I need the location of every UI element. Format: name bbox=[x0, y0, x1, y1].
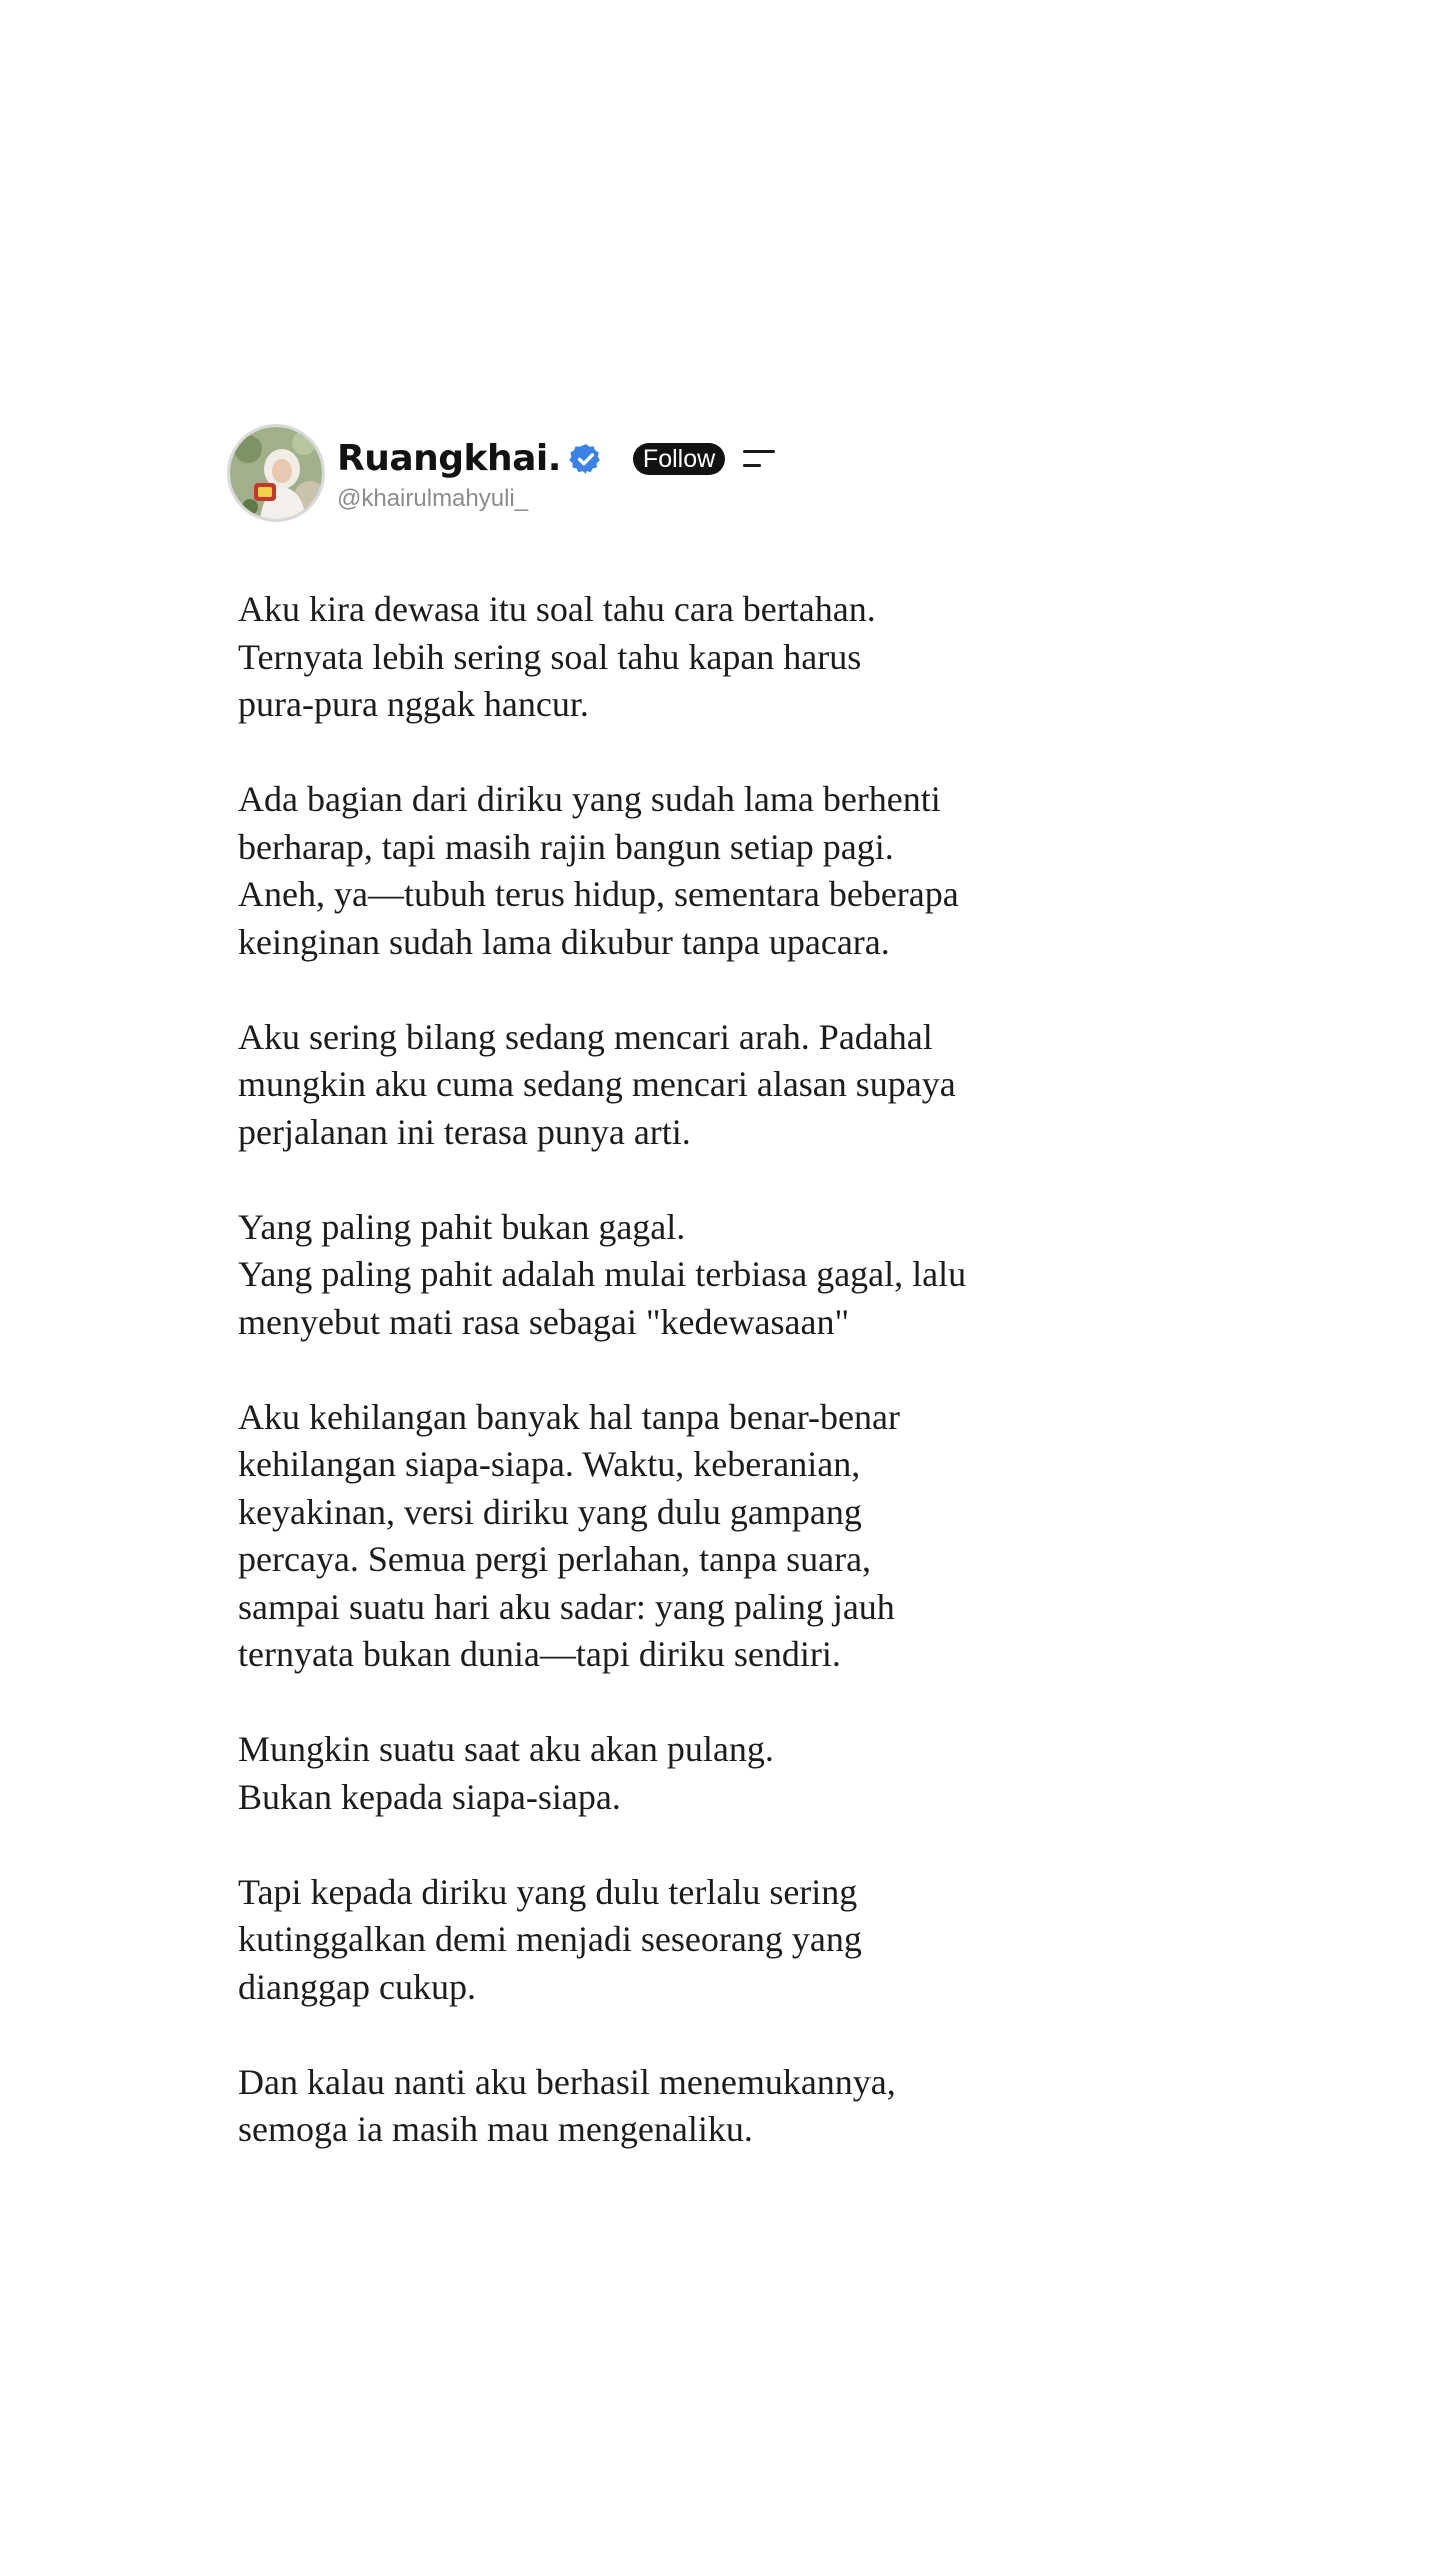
text-line: Aneh, ya—tubuh terus hidup, sementara beberapa bbox=[238, 874, 959, 914]
text-line: Aku sering bilang sedang mencari arah. Padahal bbox=[238, 1016, 933, 1057]
text-line: Ternyata lebih sering soal tahu kapan harus bbox=[238, 636, 862, 677]
paragraph bbox=[238, 1869, 1138, 2012]
verified-badge-icon bbox=[569, 442, 603, 476]
text-line: mungkin aku cuma sedang mencari alasan supaya bbox=[238, 1064, 956, 1104]
text-line: menyebut mati rasa sebagai "kedewasaan" bbox=[238, 1301, 850, 1342]
text-line: kehilangan siapa-siapa. Waktu, keberanian, bbox=[238, 1444, 861, 1484]
text-line: semoga ia masih mau mengenaliku. bbox=[238, 2109, 753, 2149]
text-line: berharap, tapi masih rajin bangun setiap pagi. bbox=[238, 826, 894, 867]
avatar[interactable] bbox=[227, 424, 325, 522]
name-row bbox=[337, 433, 779, 485]
text-line: Ada bagian dari diriku yang sudah lama berhenti bbox=[238, 779, 941, 819]
paragraph bbox=[238, 776, 1138, 966]
post-header bbox=[227, 422, 779, 524]
text-line: percaya. Semua pergi perlahan, tanpa suara, bbox=[238, 1539, 872, 1579]
text-line: dianggap cukup. bbox=[238, 1966, 476, 2007]
text-line: Aku kira dewasa itu soal tahu cara bertahan. bbox=[238, 589, 876, 629]
follow-button[interactable]: Follow bbox=[633, 443, 725, 475]
text-line: pura-pura nggak hancur. bbox=[238, 684, 589, 724]
paragraph bbox=[238, 1014, 1138, 1157]
post-body bbox=[238, 586, 1138, 2201]
identity bbox=[337, 433, 779, 513]
text-line: Bukan kepada siapa-siapa. bbox=[238, 1776, 621, 1817]
avatar-image bbox=[230, 427, 322, 519]
paragraph bbox=[238, 1204, 1138, 1347]
text-line: ternyata bukan dunia—tapi diriku sendiri. bbox=[238, 1634, 841, 1674]
text-line: keinginan sudah lama dikubur tanpa upacara. bbox=[238, 921, 890, 962]
text-line: Tapi kepada diriku yang dulu terlalu sering bbox=[238, 1871, 858, 1912]
paragraph bbox=[238, 1726, 1138, 1821]
text-line: Aku kehilangan banyak hal tanpa benar-benar bbox=[238, 1396, 900, 1437]
paragraph bbox=[238, 2059, 1138, 2154]
paragraph bbox=[238, 1394, 1138, 1679]
text-line: Mungkin suatu saat aku akan pulang. bbox=[238, 1729, 774, 1769]
display-name[interactable]: Ruangkhai. bbox=[337, 438, 561, 479]
text-line: keyakinan, versi diriku yang dulu gampang bbox=[238, 1491, 862, 1532]
text-line: Yang paling pahit adalah mulai terbiasa gagal, lalu bbox=[238, 1254, 967, 1294]
paragraph bbox=[238, 586, 1138, 729]
text-line: kutinggalkan demi menjadi seseorang yang bbox=[238, 1919, 862, 1959]
text-line: sampai suatu hari aku sadar: yang paling jauh bbox=[238, 1586, 895, 1627]
menu-icon[interactable] bbox=[739, 444, 779, 474]
user-handle[interactable]: @khairulmahyuli_ bbox=[337, 485, 529, 512]
text-line: Dan kalau nanti aku berhasil menemukannya, bbox=[238, 2061, 896, 2102]
text-line: Yang paling pahit bukan gagal. bbox=[238, 1206, 686, 1247]
text-line: perjalanan ini terasa punya arti. bbox=[238, 1111, 691, 1152]
